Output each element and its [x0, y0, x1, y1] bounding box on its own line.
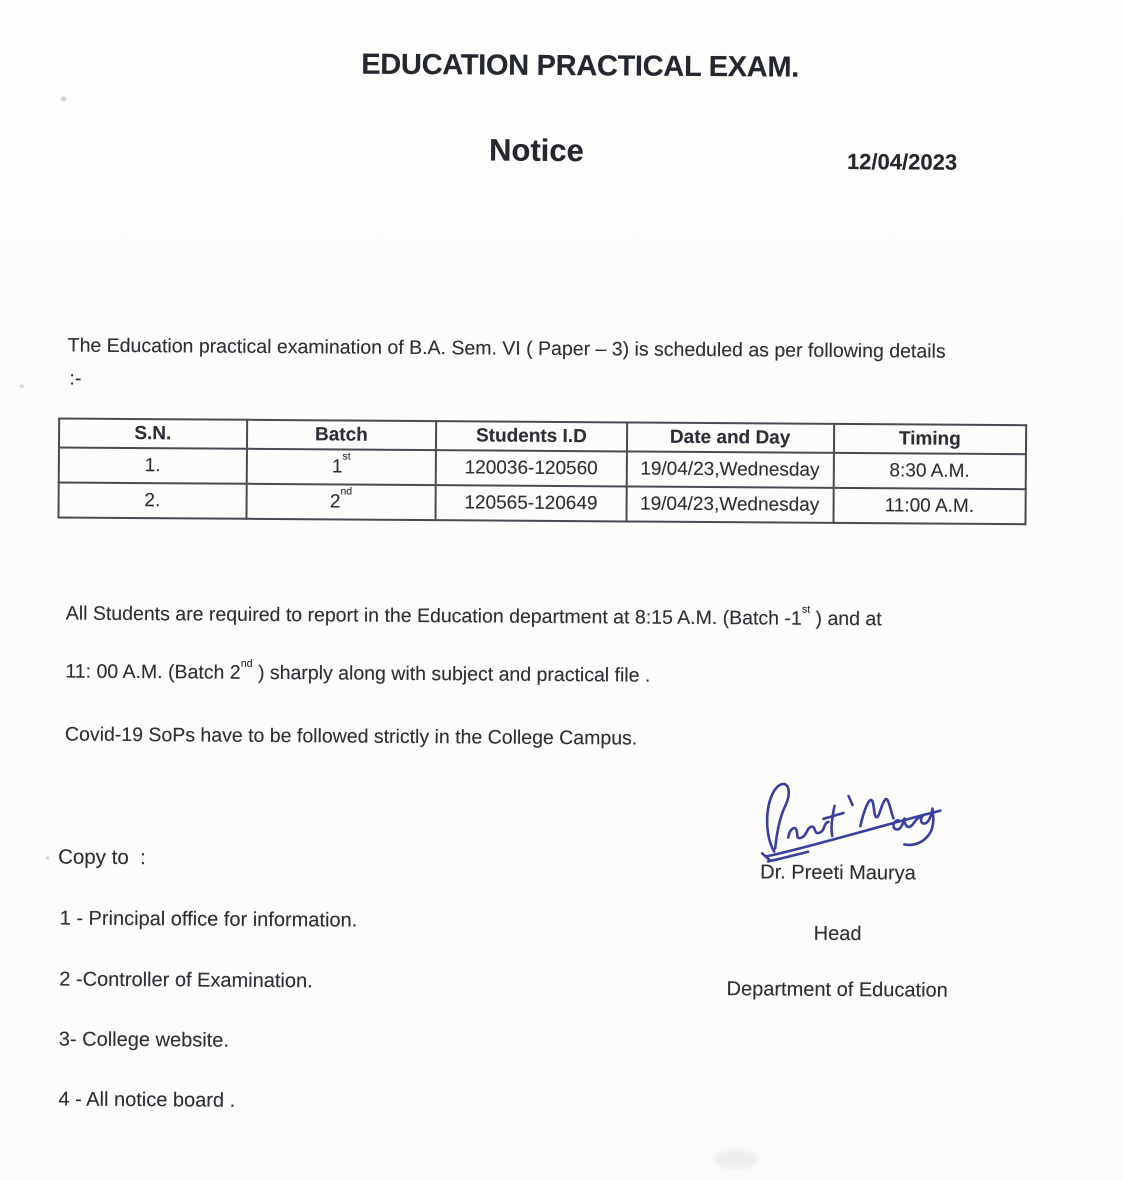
header-batch: Batch — [247, 420, 437, 450]
signatory-designation: Head — [813, 922, 862, 946]
report-text: 11: 00 A.M. (Batch 2 — [65, 660, 241, 684]
students-id-cell: 120036-120560 — [436, 450, 627, 486]
sn-cell: 1. — [59, 447, 247, 483]
sn-cell: 2. — [58, 482, 246, 518]
notice-heading: Notice — [488, 132, 584, 169]
batch-ordinal: st — [342, 451, 351, 464]
intro-text: The Education practical examination of B.A. Sem. VI ( Paper – 3) is scheduled as per following details — [67, 334, 946, 363]
report-instruction-line2 — [65, 657, 651, 688]
report-text: All Students are required to report in the Education department at 8:15 A.M. (Batch -1 — [65, 602, 802, 630]
ordinal-superscript: nd — [240, 657, 253, 670]
timing-cell: 8:30 A.M. — [833, 453, 1026, 489]
header-students-id: Students I.D — [436, 421, 627, 451]
intro-text-continuation: :- — [69, 367, 82, 390]
ordinal-superscript: st — [801, 603, 811, 616]
document-title: EDUCATION PRACTICAL EXAM. — [361, 48, 800, 84]
date-day-cell: 19/04/23,Wednesday — [626, 486, 833, 522]
batch-cell — [246, 449, 436, 485]
scan-artifact-speck — [60, 96, 66, 101]
copy-to-item: 2 -Controller of Examination. — [59, 968, 313, 993]
scan-artifact-speck — [46, 856, 49, 859]
copy-to-label: Copy to : — [58, 845, 146, 870]
timing-cell: 11:00 A.M. — [833, 488, 1026, 524]
report-text: ) sharply along with subject and practical file . — [252, 661, 651, 687]
exam-schedule-table — [57, 417, 1027, 525]
scan-artifact-smudge — [714, 1149, 758, 1169]
copy-to-item: 1 - Principal office for information. — [59, 907, 358, 932]
batch-cell — [246, 484, 436, 520]
table-row — [58, 482, 1025, 524]
copy-to-item: 4 - All notice board . — [58, 1088, 236, 1112]
notice-date: 12/04/2023 — [846, 148, 958, 175]
signature-image — [738, 773, 959, 865]
report-instruction-line1 — [66, 603, 882, 632]
header-date-day: Date and Day — [627, 422, 834, 452]
batch-ordinal: nd — [340, 486, 353, 499]
signature-ink-strokes — [762, 784, 941, 863]
covid-instruction: Covid-19 SoPs have to be followed strictly in the College Campus. — [64, 723, 638, 750]
copy-to-item: 3- College website. — [58, 1028, 230, 1052]
scan-artifact-speck — [19, 384, 24, 388]
students-id-cell: 120565-120649 — [436, 485, 627, 521]
header-timing: Timing — [834, 424, 1027, 454]
batch-number: 2 — [329, 490, 341, 512]
header-sn: S.N. — [59, 418, 247, 448]
batch-number: 1 — [331, 455, 343, 477]
signatory-name: Dr. Preeti Maurya — [760, 861, 916, 885]
date-day-cell: 19/04/23,Wednesday — [626, 451, 833, 487]
signatory-department: Department of Education — [726, 978, 948, 1002]
report-text: ) and at — [810, 607, 882, 631]
